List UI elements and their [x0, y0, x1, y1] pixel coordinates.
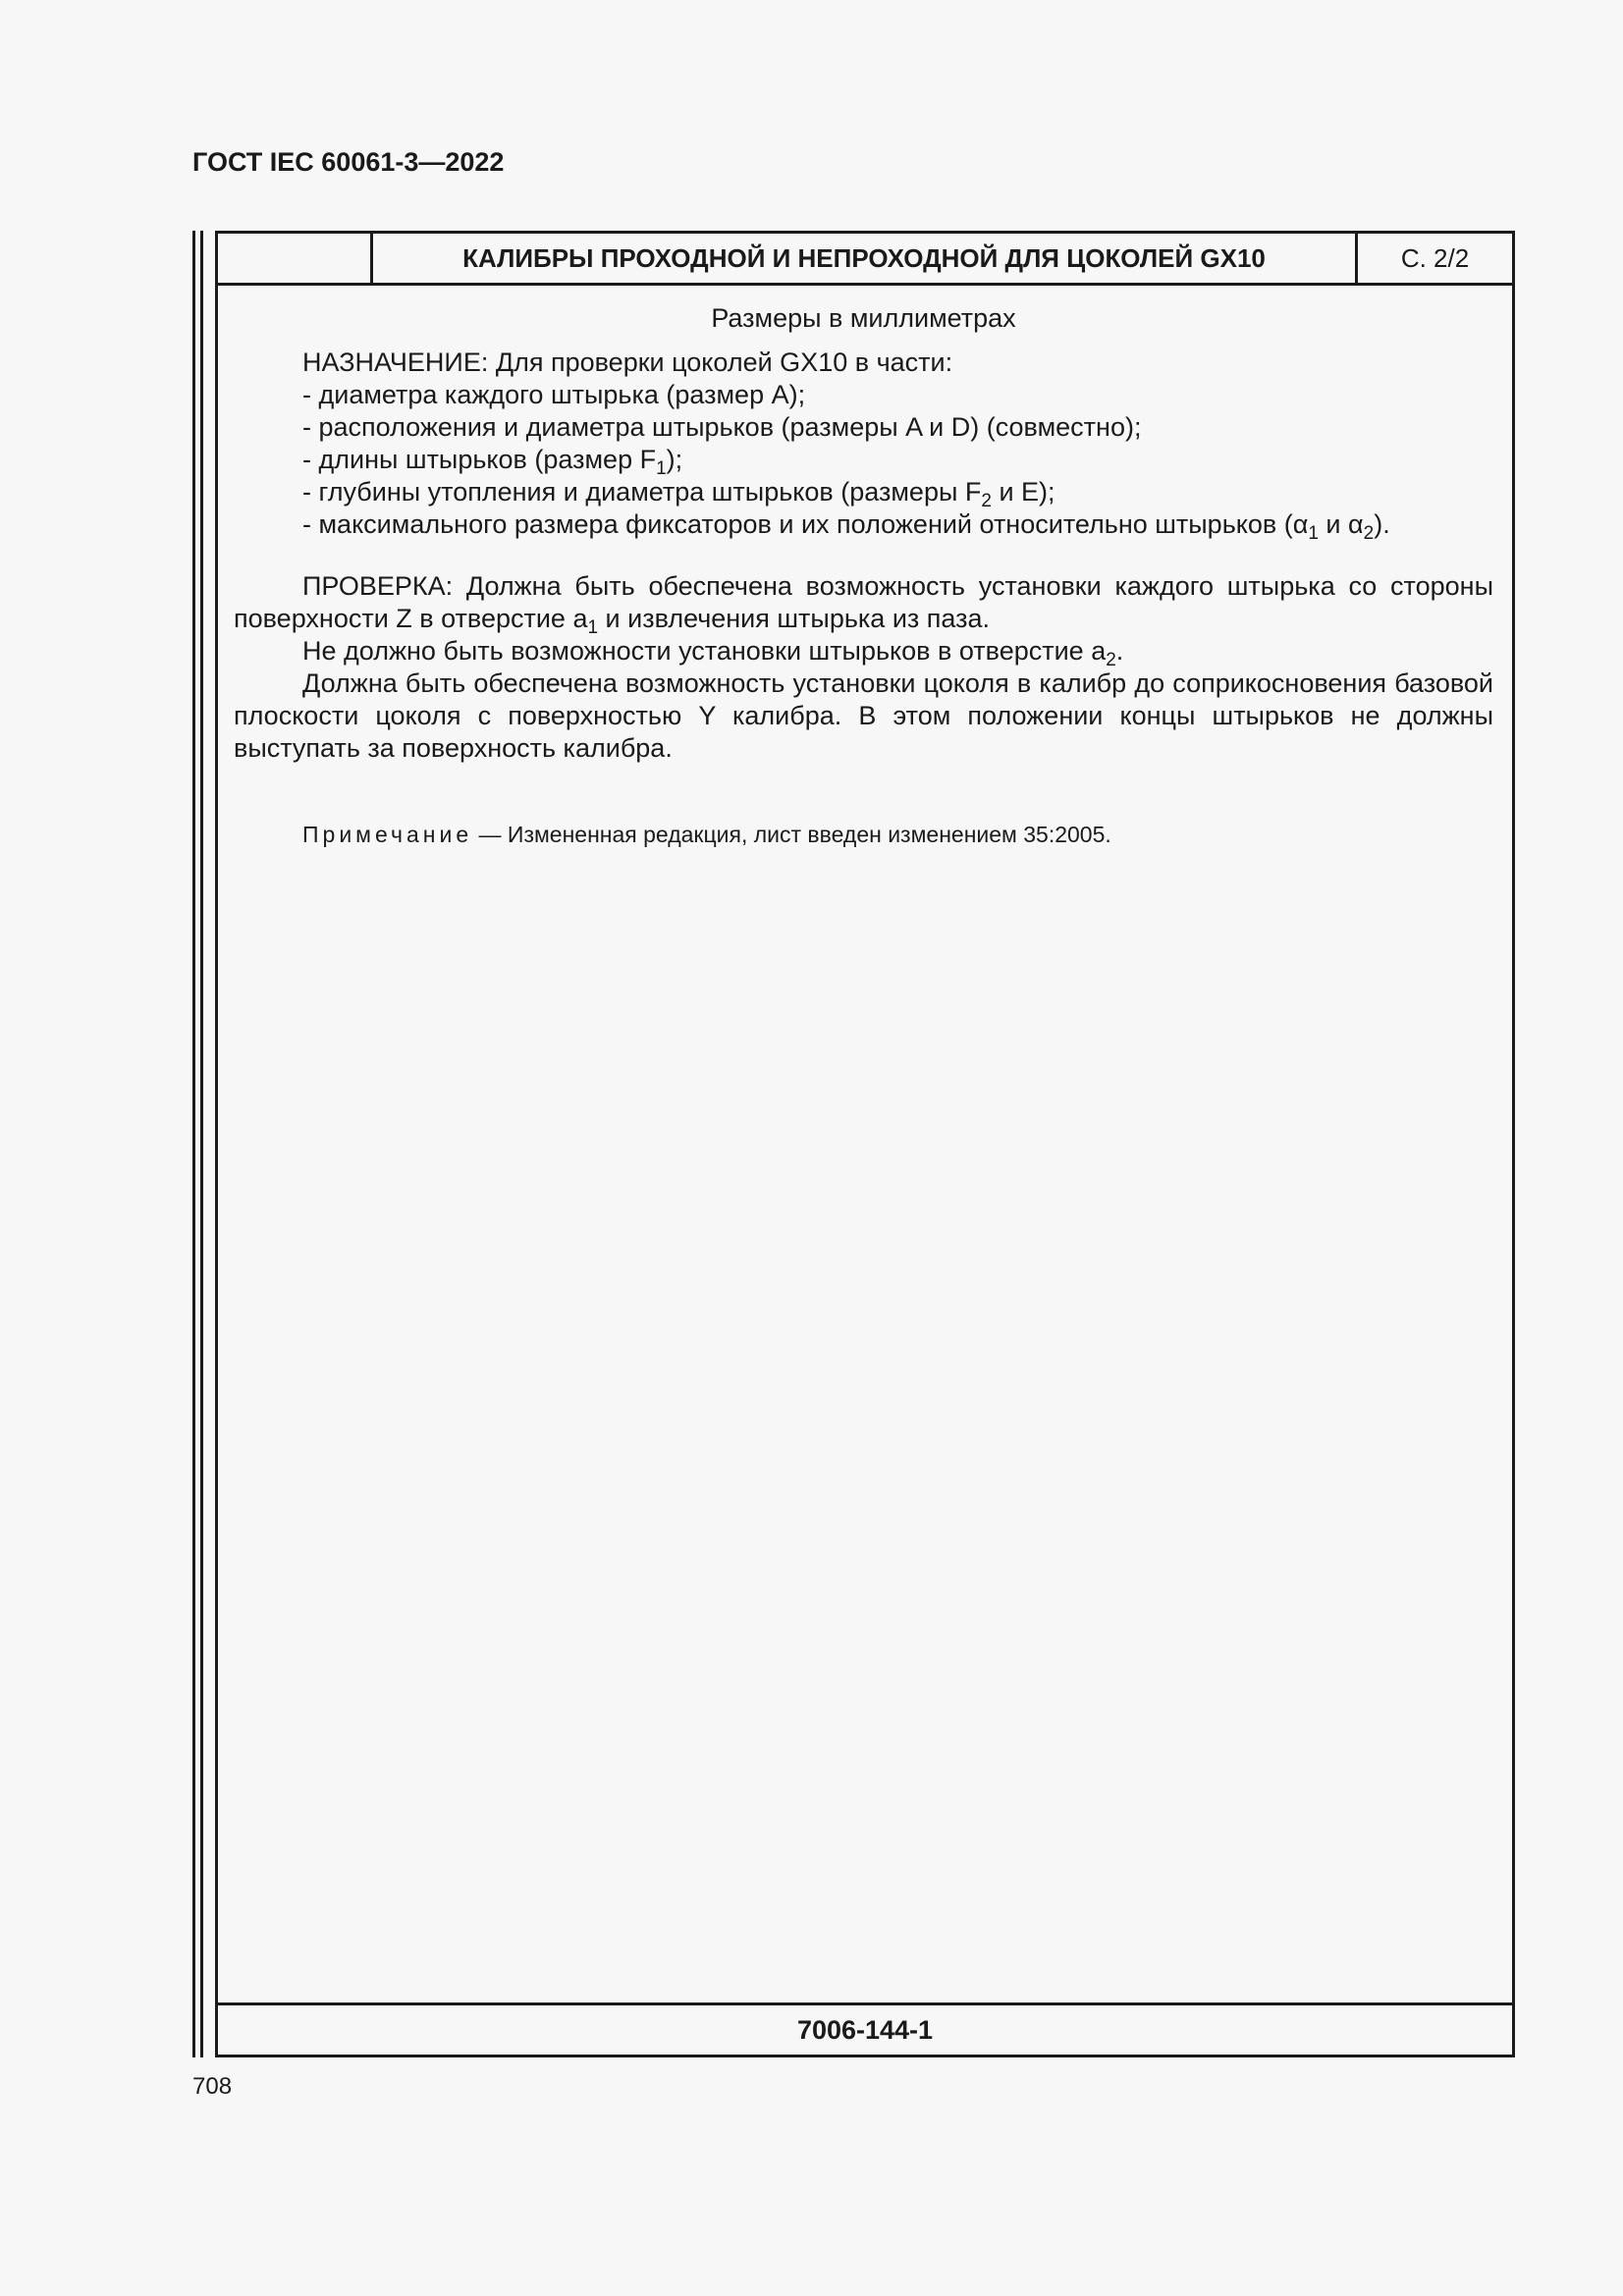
- sheet-header: [218, 234, 1512, 286]
- note-text: — Измененная редакция, лист введен изменением 35:2005.: [472, 822, 1111, 847]
- purpose-section: [234, 347, 1493, 544]
- note-label: Примечание: [302, 822, 473, 847]
- margin-line: [200, 231, 203, 2057]
- purpose-item: - глубины утопления и диаметра штырьков (размеры $F_2$ и E);: [302, 477, 1055, 511]
- check-paragraph: Не должно быть возможности установки штырьков в отверстие $a_2$.: [302, 636, 1124, 670]
- sheet-title: КАЛИБРЫ ПРОХОДНОЙ И НЕПРОХОДНОЙ ДЛЯ ЦОКОЛЕЙ GX10: [373, 234, 1358, 283]
- page-number: 708: [192, 2073, 233, 2100]
- check-paragraph: Должна быть обеспечена возможность установки цоколя в калибр до соприкосновения базовой плоскости цоколя с поверхностью Y калибра. В этом положении концы штырьков не должны выступать за поверхность калибра.: [234, 668, 1493, 763]
- units-note: Размеры в миллиметрах: [711, 303, 1016, 333]
- drawing-number: 7006-144-1: [218, 2002, 1512, 2055]
- purpose-item: - длины штырьков (размер $F_1$);: [302, 445, 683, 479]
- purpose-item: - максимального размера фиксаторов и их положений относительно штырьков ($\alpha_1$ и $\alpha_2$).: [302, 509, 1390, 544]
- purpose-item: - диаметра каждого штырька (размер A);: [302, 380, 806, 409]
- sheet-content: [234, 302, 1493, 851]
- header-empty-cell: [218, 234, 373, 283]
- note: [234, 819, 1493, 851]
- sheet-number: С. 2/2: [1400, 242, 1470, 273]
- margin-line: [192, 231, 195, 2057]
- check-section: [234, 570, 1493, 765]
- check-paragraph: ПРОВЕРКА: Должна быть обеспечена возможность установки каждого штырька со стороны поверхности Z в отверстие $a_1$ и извлечения штырька из паза.: [234, 571, 1493, 638]
- sheet-frame: [215, 231, 1515, 2057]
- purpose-heading: НАЗНАЧЕНИЕ: Для проверки цоколей GX10 в части:: [302, 347, 953, 377]
- document-id: ГОСТ IEC 60061-3—2022: [192, 147, 505, 177]
- purpose-item: - расположения и диаметра штырьков (размеры A и D) (совместно);: [302, 412, 1142, 442]
